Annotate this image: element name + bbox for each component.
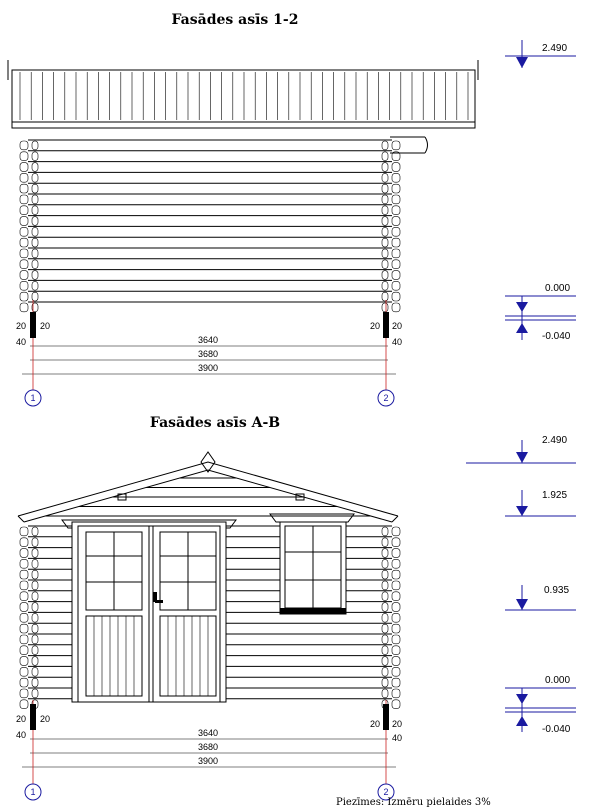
dim-3640: 3640 [197, 728, 219, 738]
dim-small: 40 [392, 337, 403, 347]
double-door [62, 520, 236, 702]
dim-small: 40 [392, 733, 403, 743]
level-value: 2.490 [542, 435, 568, 446]
level-value: -0.040 [542, 331, 571, 342]
tolerance-note: Piezīmes: Izmēru pielaides 3% [336, 797, 491, 808]
dim-small: 20 [16, 714, 27, 724]
roof-gable [18, 452, 398, 522]
level-value: 1.925 [542, 490, 568, 501]
dim-small: 20 [370, 719, 381, 729]
roof-side [8, 60, 478, 153]
dim-3680: 3680 [197, 349, 219, 359]
dim-small: 40 [16, 730, 27, 740]
level-value: 2.490 [542, 43, 568, 54]
dim-small: 20 [370, 321, 381, 331]
dim-3900: 3900 [197, 756, 219, 766]
dim-3640: 3640 [197, 335, 219, 345]
axis-label-2: 2 [383, 787, 389, 797]
level-value: 0.000 [545, 675, 571, 686]
window [270, 514, 354, 614]
dim-3900: 3900 [197, 363, 219, 373]
level-value: -0.040 [542, 724, 571, 735]
dim-small: 20 [392, 719, 403, 729]
level-marker-2490 [466, 435, 576, 463]
axis-label-2: 2 [383, 393, 389, 403]
dim-small: 20 [16, 321, 27, 331]
level-value: 0.000 [545, 283, 571, 294]
level-marker-0000 [505, 283, 576, 342]
dim-small: 20 [392, 321, 403, 331]
axis-label-1: 1 [30, 393, 36, 403]
level-marker-2490 [505, 40, 576, 68]
elevation-1-2 [8, 12, 576, 406]
wall-1 [20, 140, 400, 312]
dimensions-2 [16, 714, 402, 767]
elevation-2-title: Fasādes asīs A-B [149, 415, 281, 431]
axis-label-1: 1 [30, 787, 36, 797]
level-marker-1925 [505, 490, 576, 516]
level-marker-0000 [505, 675, 576, 735]
dim-small: 20 [40, 714, 51, 724]
dimensions-1 [16, 321, 402, 374]
dim-small: 20 [40, 321, 51, 331]
level-value: 0.935 [544, 585, 570, 596]
elevation-a-b [16, 415, 576, 800]
elevation-1-title: Fasādes asīs 1-2 [171, 12, 299, 28]
dim-3680: 3680 [197, 742, 219, 752]
level-marker-0935 [505, 585, 576, 610]
dim-small: 40 [16, 337, 27, 347]
